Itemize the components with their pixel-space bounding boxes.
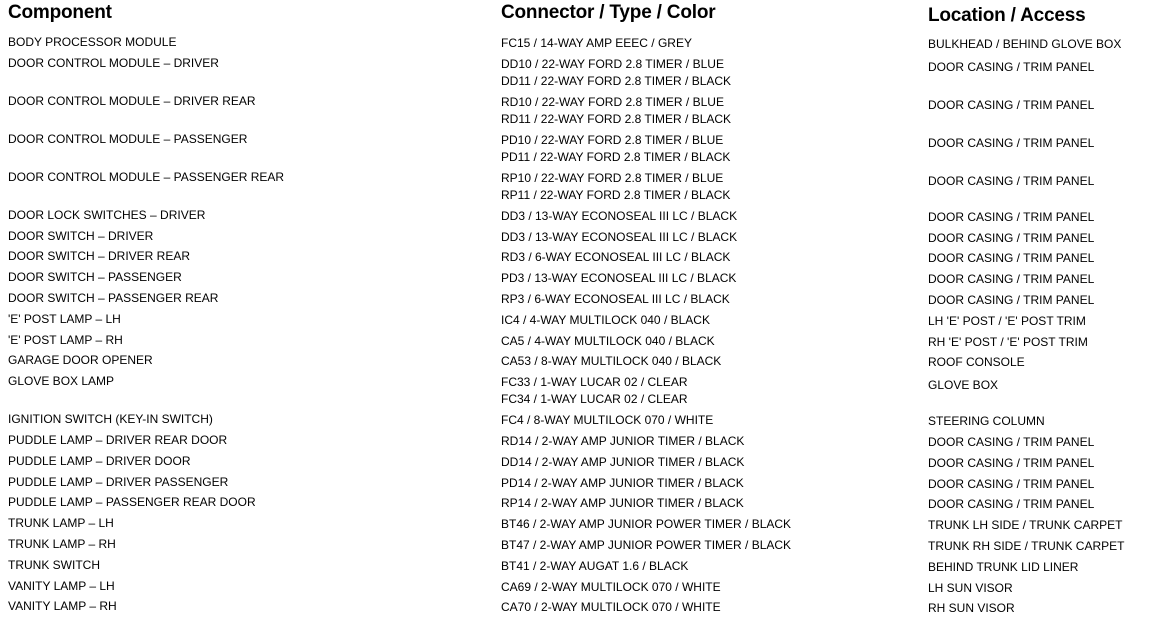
connector-cell xyxy=(501,475,744,492)
component-cell: BODY PROCESSOR MODULE xyxy=(8,35,177,49)
connector-line: RD14 / 2-WAY AMP JUNIOR TIMER / BLACK xyxy=(501,433,745,448)
table-row xyxy=(0,248,1152,269)
table-row xyxy=(0,494,1152,515)
connector-line: CA5 / 4-WAY MULTILOCK 040 / BLACK xyxy=(501,333,715,348)
component-cell: PUDDLE LAMP – DRIVER PASSENGER xyxy=(8,474,229,489)
component-cell: 'E' POST LAMP – RH xyxy=(8,332,123,347)
table-row xyxy=(0,269,1152,290)
component-cell: DOOR CONTROL MODULE – DRIVER xyxy=(8,55,219,70)
connector-cell xyxy=(501,537,791,554)
table-row xyxy=(0,290,1152,311)
connector-cell xyxy=(501,454,744,471)
connector-line: CA53 / 8-WAY MULTILOCK 040 / BLACK xyxy=(501,354,722,369)
connector-cell xyxy=(501,229,737,246)
table-row xyxy=(0,598,1152,619)
table-row xyxy=(0,228,1152,249)
component-cell: DOOR SWITCH – DRIVER REAR xyxy=(8,249,191,264)
connector-line: DD3 / 13-WAY ECONOSEAL III LC / BLACK xyxy=(501,208,738,223)
location-cell: BULKHEAD / BEHIND GLOVE BOX xyxy=(928,37,1122,51)
connector-cell xyxy=(501,353,721,370)
table-row xyxy=(0,311,1152,332)
component-cell: PUDDLE LAMP – DRIVER DOOR xyxy=(8,453,191,468)
connector-cell xyxy=(501,374,688,408)
connector-line: RP3 / 6-WAY ECONOSEAL III LC / BLACK xyxy=(501,291,730,306)
location-cell: RH 'E' POST / 'E' POST TRIM xyxy=(928,334,1088,349)
table-row xyxy=(0,34,1152,55)
connector-line: BT47 / 2-WAY AMP JUNIOR POWER TIMER / BLACK xyxy=(501,537,792,552)
location-cell: ROOF CONSOLE xyxy=(928,355,1025,370)
table-row xyxy=(0,131,1152,169)
connector-line: PD14 / 2-WAY AMP JUNIOR TIMER / BLACK xyxy=(501,475,744,490)
connector-line: RP10 / 22-WAY FORD 2.8 TIMER / BLUE xyxy=(501,170,724,185)
location-cell: STEERING COLUMN xyxy=(928,414,1045,429)
component-cell: DOOR SWITCH – PASSENGER xyxy=(8,270,182,285)
connector-line: BT46 / 2-WAY AMP JUNIOR POWER TIMER / BLACK xyxy=(501,517,792,532)
component-cell: DOOR CONTROL MODULE – DRIVER REAR xyxy=(8,93,256,108)
connector-cell xyxy=(501,579,721,596)
connector-cell xyxy=(501,291,730,308)
table-row xyxy=(0,352,1152,373)
connector-cell xyxy=(501,208,737,225)
connector-line: FC15 / 14-WAY AMP EEEC / GREY xyxy=(501,36,692,50)
connector-cell xyxy=(501,56,731,90)
location-cell: DOOR CASING / TRIM PANEL xyxy=(928,97,1095,112)
connector-line: IC4 / 4-WAY MULTILOCK 040 / BLACK xyxy=(501,312,710,327)
table-row xyxy=(0,332,1152,353)
component-cell: VANITY LAMP – LH xyxy=(8,578,115,593)
location-cell: DOOR CASING / TRIM PANEL xyxy=(928,251,1095,266)
connector-line: RD10 / 22-WAY FORD 2.8 TIMER / BLUE xyxy=(501,94,724,109)
connector-line: DD3 / 13-WAY ECONOSEAL III LC / BLACK xyxy=(501,229,738,244)
location-cell: DOOR CASING / TRIM PANEL xyxy=(928,434,1095,449)
connector-line: CA69 / 2-WAY MULTILOCK 070 / WHITE xyxy=(501,579,721,594)
location-cell: LH 'E' POST / 'E' POST TRIM xyxy=(928,313,1086,328)
connector-cell xyxy=(501,412,713,429)
location-cell: DOOR CASING / TRIM PANEL xyxy=(928,59,1095,74)
location-cell: LH SUN VISOR xyxy=(928,580,1013,595)
connector-line: RP14 / 2-WAY AMP JUNIOR TIMER / BLACK xyxy=(501,496,744,511)
connector-line: DD11 / 22-WAY FORD 2.8 TIMER / BLACK xyxy=(501,73,732,88)
connector-cell xyxy=(501,270,736,287)
connector-line: FC33 / 1-WAY LUCAR 02 / CLEAR xyxy=(501,375,688,390)
location-cell: DOOR CASING / TRIM PANEL xyxy=(928,173,1095,188)
connector-cell xyxy=(501,516,791,533)
component-cell: GLOVE BOX LAMP xyxy=(8,374,115,389)
table-body xyxy=(0,34,1152,619)
connector-cell xyxy=(501,312,710,329)
component-cell: 'E' POST LAMP – LH xyxy=(8,311,121,326)
table-row xyxy=(0,578,1152,599)
connector-cell xyxy=(501,94,731,128)
connector-line: DD10 / 22-WAY FORD 2.8 TIMER / BLUE xyxy=(501,56,724,71)
location-cell: DOOR CASING / TRIM PANEL xyxy=(928,230,1095,245)
component-cell: GARAGE DOOR OPENER xyxy=(8,353,153,368)
location-cell: DOOR CASING / TRIM PANEL xyxy=(928,272,1095,287)
location-cell: DOOR CASING / TRIM PANEL xyxy=(928,292,1095,307)
connector-line: FC4 / 8-WAY MULTILOCK 070 / WHITE xyxy=(501,413,714,428)
connector-cell xyxy=(501,558,688,575)
location-cell: RH SUN VISOR xyxy=(928,601,1015,616)
table-row xyxy=(0,169,1152,207)
component-cell: DOOR CONTROL MODULE – PASSENGER REAR xyxy=(8,169,285,184)
connector-line: RP11 / 22-WAY FORD 2.8 TIMER / BLACK xyxy=(501,187,731,202)
component-cell: PUDDLE LAMP – PASSENGER REAR DOOR xyxy=(8,495,256,510)
connector-cell xyxy=(501,433,744,450)
connector-line: RD11 / 22-WAY FORD 2.8 TIMER / BLACK xyxy=(501,111,732,126)
connector-cell xyxy=(501,170,730,204)
table-row xyxy=(0,207,1152,228)
connector-cell xyxy=(501,132,730,166)
table-row xyxy=(0,557,1152,578)
component-cell: PUDDLE LAMP – DRIVER REAR DOOR xyxy=(8,432,228,447)
table-row xyxy=(0,411,1152,432)
component-cell: TRUNK LAMP – LH xyxy=(8,516,114,531)
component-cell: IGNITION SWITCH (KEY-IN SWITCH) xyxy=(8,412,213,427)
connector-line: PD11 / 22-WAY FORD 2.8 TIMER / BLACK xyxy=(501,149,731,164)
component-cell: VANITY LAMP – RH xyxy=(8,599,117,614)
header-location: Location / Access xyxy=(928,5,1086,26)
location-cell: GLOVE BOX xyxy=(928,378,999,393)
connector-cell xyxy=(501,495,744,512)
table-row xyxy=(0,373,1152,411)
component-cell: TRUNK SWITCH xyxy=(8,557,100,572)
table-row xyxy=(0,432,1152,453)
connector-cell xyxy=(501,599,721,616)
connector-line: RD3 / 6-WAY ECONOSEAL III LC / BLACK xyxy=(501,250,731,265)
table-row xyxy=(0,536,1152,557)
table-row xyxy=(0,93,1152,131)
connector-cell xyxy=(501,249,730,266)
location-cell: DOOR CASING / TRIM PANEL xyxy=(928,135,1095,150)
location-cell: TRUNK LH SIDE / TRUNK CARPET xyxy=(928,518,1123,533)
connector-line: PD3 / 13-WAY ECONOSEAL III LC / BLACK xyxy=(501,271,737,286)
component-cell: DOOR LOCK SWITCHES – DRIVER xyxy=(8,207,206,222)
component-cell: DOOR SWITCH – DRIVER xyxy=(8,228,154,243)
location-cell: DOOR CASING / TRIM PANEL xyxy=(928,455,1095,470)
table-row xyxy=(0,453,1152,474)
table-row xyxy=(0,515,1152,536)
connector-line: CA70 / 2-WAY MULTILOCK 070 / WHITE xyxy=(501,600,721,615)
location-cell: DOOR CASING / TRIM PANEL xyxy=(928,476,1095,491)
table-row xyxy=(0,55,1152,93)
connector-line: DD14 / 2-WAY AMP JUNIOR TIMER / BLACK xyxy=(501,454,745,469)
component-cell: DOOR SWITCH – PASSENGER REAR xyxy=(8,290,219,305)
location-cell: BEHIND TRUNK LID LINER xyxy=(928,559,1079,574)
location-cell: DOOR CASING / TRIM PANEL xyxy=(928,497,1095,512)
table-row xyxy=(0,474,1152,495)
header-connector: Connector / Type / Color xyxy=(501,2,716,23)
header-component: Component xyxy=(8,2,112,23)
connector-line: PD10 / 22-WAY FORD 2.8 TIMER / BLUE xyxy=(501,132,724,147)
connector-line: BT41 / 2-WAY AUGAT 1.6 / BLACK xyxy=(501,558,689,573)
location-cell: TRUNK RH SIDE / TRUNK CARPET xyxy=(928,538,1125,553)
connector-line: FC34 / 1-WAY LUCAR 02 / CLEAR xyxy=(501,392,688,407)
component-cell: TRUNK LAMP – RH xyxy=(8,536,116,551)
component-cell: DOOR CONTROL MODULE – PASSENGER xyxy=(8,131,248,146)
connector-cell xyxy=(501,35,692,52)
location-cell: DOOR CASING / TRIM PANEL xyxy=(928,209,1095,224)
connector-cell xyxy=(501,333,715,350)
